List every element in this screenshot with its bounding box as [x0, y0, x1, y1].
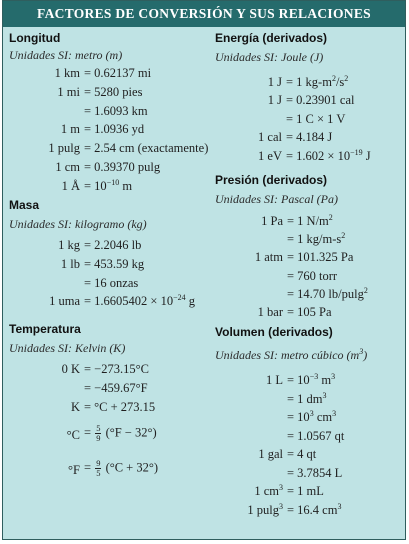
energia-row-right — [286, 130, 332, 145]
longitud-row-value: = 1.0936 yd — [84, 122, 145, 137]
volumen-row-value: = 4 qt — [287, 447, 317, 461]
longitud-row-left: 1 Å — [61, 178, 80, 193]
energia-row-value: = 4.184 J — [286, 130, 333, 145]
masa-row-left: 1 lb — [60, 256, 80, 271]
masa-si-units — [9, 217, 147, 232]
volumen-row-right — [287, 484, 324, 499]
longitud-row-right — [84, 141, 208, 156]
volumen-row-exp: 3 — [309, 409, 314, 418]
volumen-row-left-sup: 3 — [279, 501, 283, 511]
energia-row-right — [286, 112, 345, 127]
volumen-row-right — [287, 373, 335, 388]
temperatura-f2-fraction — [95, 459, 101, 478]
energia-row-value: = 0.23901 cal — [286, 93, 355, 108]
energia-row-left: 1 J — [267, 75, 282, 89]
longitud-row-value: = 2.54 cm (exactamente) — [84, 141, 209, 156]
longitud-row-right — [84, 104, 148, 119]
longitud-heading: Longitud — [9, 31, 61, 45]
presion-row-value: = 760 torr — [287, 268, 338, 283]
volumen-row-value: = 1.0567 qt — [287, 428, 345, 443]
energia-row-value: = 1 C × 1 V — [286, 111, 346, 126]
volumen-row-right — [287, 447, 316, 462]
temperatura-heading: Temperatura — [9, 322, 81, 336]
temperatura-si-units — [9, 341, 125, 356]
longitud-row-value: = 10 — [84, 178, 107, 193]
volumen-heading: Volumen (derivados) — [215, 325, 333, 339]
temperatura-row-value: = −273.15°C — [84, 362, 149, 376]
masa-row-value: = 453.59 kg — [84, 256, 145, 271]
temperatura-f1-numerator: 5 — [96, 423, 101, 433]
longitud-row-left: 1 pulg — [48, 141, 80, 156]
energia-row-exp2: 2 — [344, 74, 349, 83]
volumen-row-exp: 3 — [337, 501, 342, 511]
longitud-si-units-text: Unidades SI: metro (m) — [9, 48, 123, 62]
page-title: FACTORES DE CONVERSIÓN Y SUS RELACIONES — [3, 1, 405, 27]
volumen-si-units — [215, 348, 367, 363]
masa-row-value: = 1.6605402 × 10 — [84, 294, 174, 309]
volumen-row-exp: 3 — [322, 390, 327, 400]
presion-row-value: = 101.325 Pa — [287, 250, 354, 265]
temperatura-f2-left: °F — [68, 463, 80, 477]
temperatura-f1-fraction — [95, 424, 101, 443]
volumen-si-units-sup: 3 — [359, 347, 364, 356]
longitud-row-left: 1 mi — [57, 84, 80, 99]
energia-heading: Energía (derivados) — [215, 31, 328, 45]
temperatura-f2-right — [84, 459, 158, 478]
energia-row-right — [286, 93, 355, 108]
presion-row-value: = 1 N/m — [287, 214, 329, 228]
presion-row-left: 1 bar — [257, 305, 283, 319]
presion-heading: Presión (derivados) — [215, 173, 328, 187]
temperatura-row-right — [84, 381, 148, 396]
masa-row-value: = 16 onzas — [84, 275, 139, 290]
longitud-row-value: = 1.6093 km — [84, 103, 148, 118]
energia-row-unit: J — [362, 148, 371, 163]
longitud-row-unit: m — [119, 178, 133, 193]
masa-row-unit: g — [185, 294, 195, 309]
temperatura-row-left: 0 K — [61, 362, 80, 376]
volumen-row-value: = 10 — [287, 373, 310, 387]
temperatura-f2-numerator: 9 — [96, 458, 101, 468]
temperatura-row-value: = −459.67°F — [84, 380, 148, 395]
presion-row-right — [287, 250, 353, 265]
energia-row-left: 1 cal — [258, 130, 282, 145]
volumen-row-value: = 1 mL — [287, 484, 324, 498]
volumen-row-right — [287, 429, 344, 444]
masa-row-right — [84, 238, 141, 253]
volumen-row-unit: m — [318, 373, 332, 387]
energia-row-left: 1 eV — [258, 148, 282, 163]
presion-row-exp: 2 — [341, 231, 346, 241]
energia-row-exp: −19 — [350, 147, 363, 157]
energia-row-left: 1 J — [267, 93, 282, 108]
longitud-row-value: = 0.62137 mi — [84, 66, 152, 80]
volumen-row-right — [287, 410, 336, 425]
longitud-row-left: 1 km — [54, 66, 80, 80]
presion-row-right — [287, 214, 333, 229]
energia-row-right — [286, 149, 371, 164]
masa-row-left: 1 uma — [49, 294, 80, 309]
masa-row-exp: −24 — [173, 293, 186, 303]
longitud-row-right — [84, 66, 151, 81]
presion-row-exp: 2 — [328, 213, 333, 222]
presion-row-value: = 105 Pa — [287, 305, 332, 319]
energia-row-right — [286, 75, 348, 90]
masa-row-right — [84, 276, 138, 291]
energia-row-exp: 2 — [331, 74, 336, 83]
longitud-row-value: = 5280 pies — [84, 84, 143, 99]
longitud-row-right — [84, 179, 132, 194]
presion-row-left: 1 Pa — [261, 214, 283, 228]
masa-heading: Masa — [9, 198, 40, 212]
temperatura-f2-eq: = — [84, 460, 92, 475]
presion-si-units — [215, 192, 338, 207]
masa-row-value: = 2.2046 lb — [84, 238, 142, 252]
volumen-row-exp2: 3 — [332, 409, 337, 418]
longitud-row-right — [84, 85, 142, 100]
presion-row-value: = 14.70 lb/pulg — [287, 286, 364, 301]
temperatura-row-value: = °C + 273.15 — [84, 399, 156, 414]
temperatura-f1-denominator: 9 — [96, 433, 101, 443]
presion-row-right — [287, 287, 368, 302]
volumen-row-value: = 1 dm — [287, 391, 323, 406]
volumen-row-unit: cm — [313, 410, 333, 424]
volumen-si-units-text: Unidades SI: metro cúbico (m — [215, 348, 360, 362]
longitud-row-left: 1 cm — [55, 160, 80, 174]
energia-row-value: = 1.602 × 10 — [286, 148, 351, 163]
presion-row-right — [287, 305, 332, 320]
presion-row-right — [287, 232, 345, 247]
volumen-row-value: = 3.7854 L — [287, 465, 343, 480]
masa-row-right — [84, 257, 144, 272]
temperatura-f1-right — [84, 424, 157, 443]
temperatura-f2-denominator: 5 — [96, 468, 101, 478]
longitud-row-value: = 0.39370 pulg — [84, 160, 161, 174]
temperatura-row-right — [84, 362, 149, 377]
temperatura-row-left: K — [70, 399, 80, 414]
volumen-row-value: = 16.4 cm — [287, 502, 338, 517]
temperatura-f1-left: °C — [66, 428, 80, 442]
volumen-si-units-end: ) — [363, 348, 368, 362]
longitud-row-exp: −10 — [106, 177, 120, 187]
energia-row-unit: /s — [335, 75, 345, 89]
presion-row-exp: 2 — [363, 285, 368, 295]
temperatura-row-right — [84, 400, 155, 415]
volumen-row-right — [287, 503, 341, 518]
longitud-row-right — [84, 122, 144, 137]
temperatura-f2-rest: (°C + 32°) — [105, 460, 159, 475]
longitud-row-right — [84, 160, 160, 175]
masa-row-right — [84, 294, 195, 309]
volumen-row-right — [287, 392, 327, 407]
volumen-row-left: 1 $cm^3$ — [254, 483, 283, 498]
volumen-row-exp: −3 — [309, 372, 319, 381]
temperatura-f1-rest: (°F − 32°) — [105, 425, 157, 440]
masa-row-left: 1 kg — [58, 238, 80, 252]
presion-si-units-text: Unidades SI: Pascal (Pa) — [215, 192, 338, 206]
volumen-row-left: 1 gal — [258, 447, 283, 461]
energia-si-units-text: Unidades SI: Joule (J) — [215, 50, 324, 64]
volumen-row-left: 1 pulg$^3$ — [247, 501, 283, 517]
masa-si-units-text: Unidades SI: kilogramo (kg) — [9, 217, 147, 231]
longitud-si-units — [9, 48, 122, 63]
volumen-row-right — [287, 466, 342, 481]
temperatura-si-units-text: Unidades SI: Kelvin (K) — [9, 341, 126, 355]
energia-si-units — [215, 50, 323, 65]
presion-row-left: 1 atm — [254, 250, 283, 265]
temperatura-f1-eq: = — [84, 425, 92, 440]
presion-row-right — [287, 269, 337, 284]
energia-row-value: = 1 kg-m — [286, 75, 332, 89]
longitud-row-left: 1 m — [60, 122, 80, 137]
conversion-table-card — [2, 0, 406, 540]
volumen-row-exp2: 3 — [331, 372, 336, 381]
volumen-row-left-sup: 3 — [279, 483, 283, 492]
presion-row-value: = 1 kg/m-s — [287, 232, 342, 247]
volumen-row-left: 1 L — [265, 373, 283, 387]
volumen-row-value: = 10 — [287, 410, 310, 424]
